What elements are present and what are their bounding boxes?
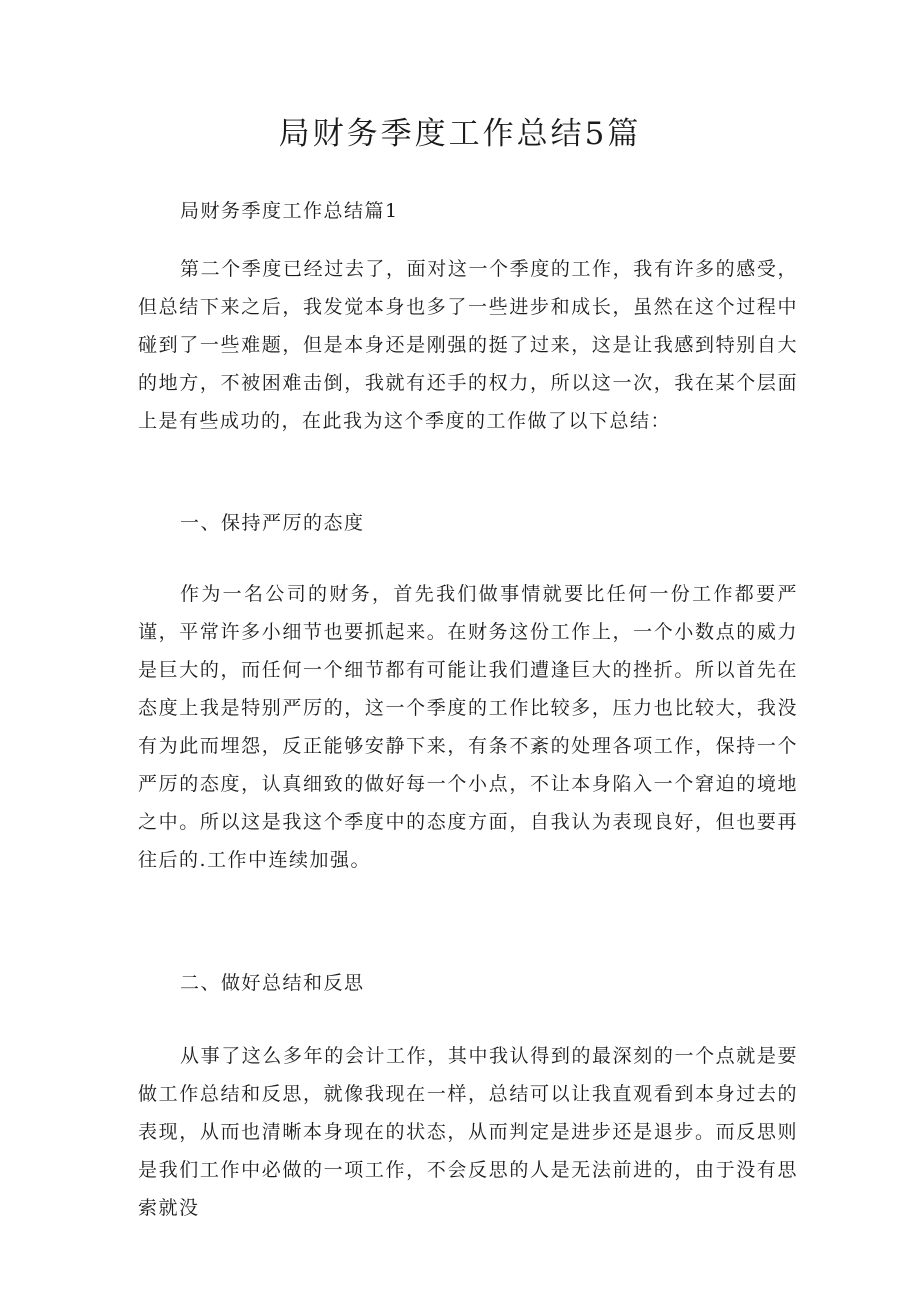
section-heading: 一、保持严厉的态度 [180,512,365,534]
document-title: 局财务季度工作总结5篇 [278,116,642,152]
body-paragraph: 作为一名公司的财务，首先我们做事情就要比任何一份工作都要严谨，平常许多小细节也要抓起来。在财务这份工作上，一个小数点的威力是巨大的，而任何一个细节都有可能让我们遭逢巨大的挫折。所以首先在态度上我是特别严厉的，这一个季度的工作比较多，压力也比较大，我没有为此而埋怨，反正能够安静下来，有条不紊的处理各项工作，保持一个严厉的态度，认真细致的做好每一个小点，不让本身陷入一个窘迫的境地之中。所以这是我这个季度中的态度方面，自我认为表现良好，但也要再往后的.工作中连续加强。 [138,583,798,871]
section-heading: 二、做好总结和反思 [180,972,365,994]
body-paragraph: 从事了这么多年的会计工作，其中我认得到的最深刻的一个点就是要做工作总结和反思，就像我现在一样，总结可以让我直观看到本身过去的表现，从而也清晰本身现在的状态，从而判定是进步还是退步。而反思则是我们工作中必做的一项工作，不会反思的人是无法前进的，由于没有思索就没 [138,1045,798,1219]
document-subtitle: 局财务季度工作总结篇1 [180,200,399,222]
body-paragraph: 第二个季度已经过去了，面对这一个季度的工作，我有许多的感受，但总结下来之后，我发觉本身也多了一些进步和成长，虽然在这个过程中碰到了一些难题，但是本身还是刚强的挺了过来，这是让我感到特别自大的地方，不被困难击倒，我就有还手的权力，所以这一次，我在某个层面上是有些成功的，在此我为这个季度的工作做了以下总结： [138,258,798,432]
